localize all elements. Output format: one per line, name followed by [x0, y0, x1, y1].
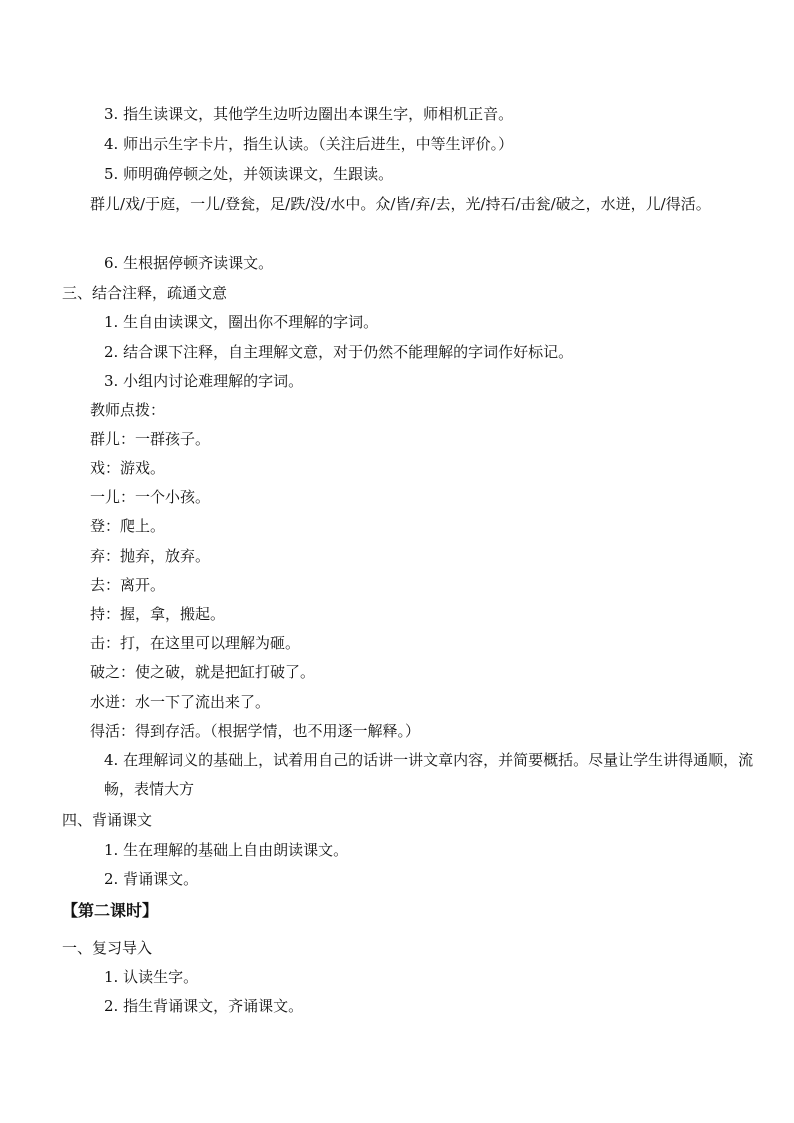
- step-6-text: 6. 生根据停顿齐读课文。: [104, 254, 274, 272]
- second-lesson-heading: 【第二课时】: [62, 901, 159, 920]
- gloss-po-zhi: 破之：使之破，就是把缸打破了。: [90, 663, 316, 681]
- step-3-text: 3. 指生读课文，其他学生边听边圈出本课生字，师相机正音。: [104, 105, 514, 123]
- review-step-1-text: 1. 认读生字。: [104, 968, 199, 986]
- gloss-xi: 戏：游戏。: [90, 459, 166, 477]
- gloss-ji: 击：打，在这里可以理解为砸。: [90, 634, 301, 652]
- section-4-heading: 四、背诵课文: [62, 811, 153, 829]
- teacher-guidance-label: 教师点拨：: [90, 401, 166, 419]
- gloss-deng: 登：爬上。: [90, 517, 166, 535]
- sub-step-2-text: 2. 结合课下注释，自主理解文意，对于仍然不能理解的字词作好标记。: [104, 343, 574, 361]
- sub-step-1-text: 1. 生自由读课文，圈出你不理解的字词。: [104, 313, 379, 331]
- gloss-shui-beng: 水迸：水一下了流出来了。: [90, 693, 271, 711]
- gloss-yi-er: 一儿：一个小孩。: [90, 488, 211, 506]
- step-4-text: 4. 师出示生字卡片，指生认读。（关注后进生，中等生评价。）: [104, 135, 514, 153]
- gloss-de-huo: 得活：得到存活。（根据学情，也不用逐一解释。）: [90, 722, 421, 740]
- review-step-2-text: 2. 指生背诵课文，齐诵课文。: [104, 997, 304, 1015]
- gloss-chi: 持：握，拿，搬起。: [90, 605, 226, 623]
- gloss-qu: 去：离开。: [90, 576, 166, 594]
- recite-step-1-text: 1. 生在理解的基础上自由朗读课文。: [104, 841, 349, 859]
- review-heading: 一、复习导入: [62, 939, 153, 957]
- pause-marked-passage: 群儿/戏/于庭，一儿/登瓮，足/跌/没/水中。众/皆/弃/去，光/持石/击瓮/破之，水迸，儿/得活。: [90, 195, 711, 213]
- step-5-text: 5. 师明确停顿之处，并领读课文，生跟读。: [104, 165, 394, 183]
- gloss-qi: 弃：抛弃，放弃。: [90, 547, 211, 565]
- section-3-heading: 三、结合注释，疏通文意: [62, 284, 228, 302]
- sub-step-3-text: 3. 小组内讨论难理解的字词。: [104, 372, 304, 390]
- sub-step-4-text: 4. 在理解词义的基础上，试着用自己的话讲一讲文章内容，并简要概括。尽量让学生讲得通顺，流畅，表情大方: [104, 751, 754, 798]
- recite-step-2-text: 2. 背诵课文。: [104, 870, 199, 888]
- gloss-qun-er: 群儿：一群孩子。: [90, 430, 211, 448]
